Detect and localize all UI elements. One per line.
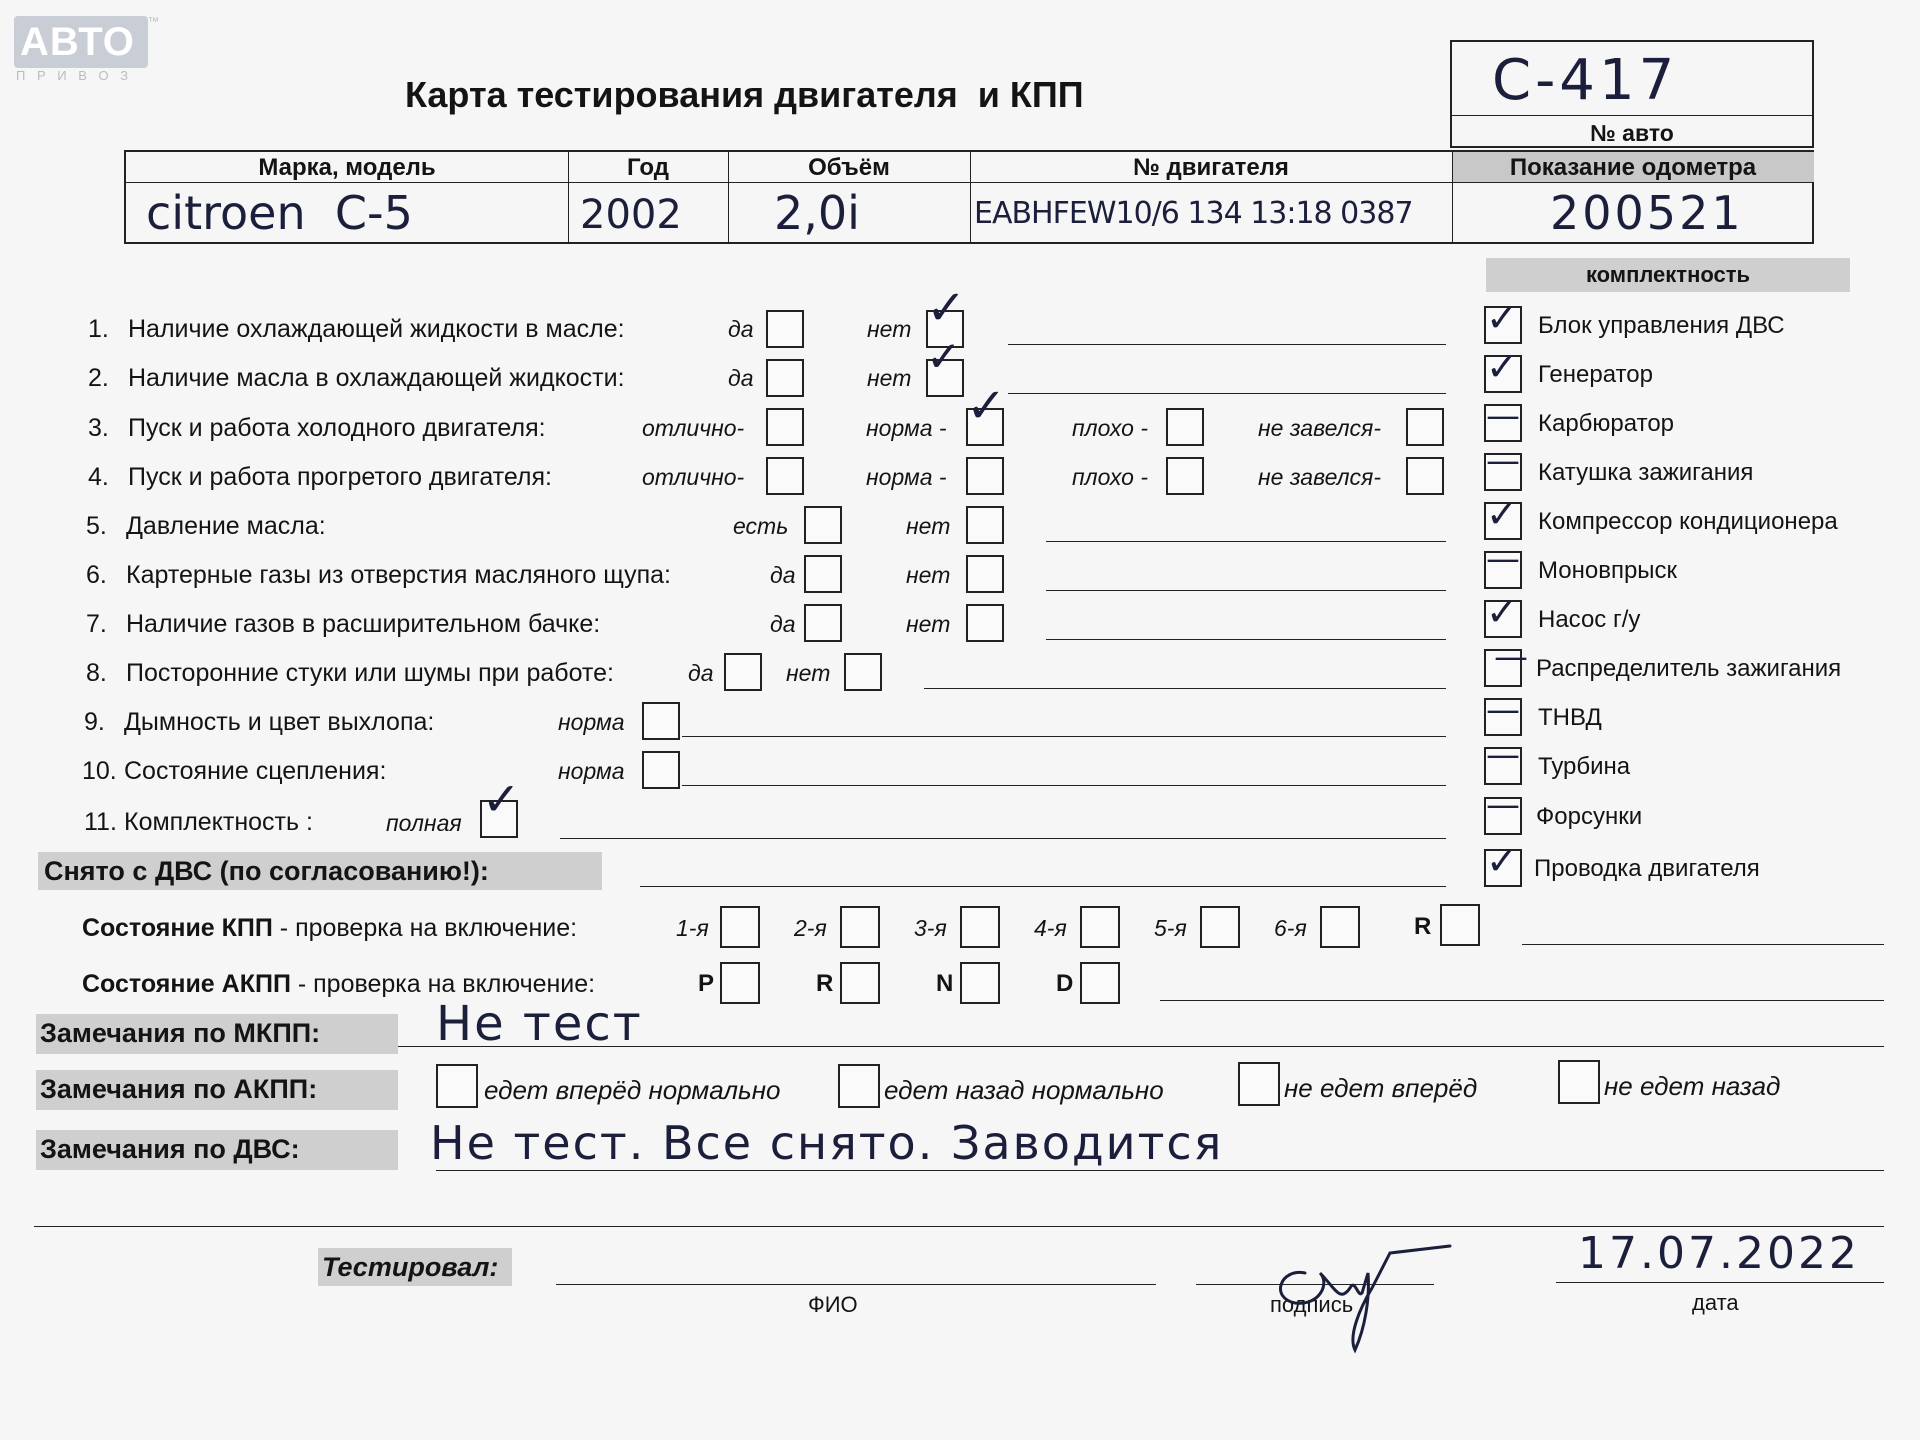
option-label: нет <box>906 513 951 539</box>
completeness-label: Компрессор кондиционера <box>1538 508 1838 535</box>
gear-label: 5-я <box>1154 915 1187 941</box>
completeness-label: Насос г/у <box>1538 606 1641 633</box>
checkbox-gear-3[interactable] <box>960 906 1000 948</box>
option-label: нет <box>906 562 951 588</box>
completeness-mark: — <box>1486 441 1520 481</box>
completeness-label: Распределитель зажигания <box>1536 655 1842 682</box>
answer-line <box>682 736 1446 737</box>
gear-label: 1-я <box>676 915 709 941</box>
completeness-label: Моновпрыск <box>1538 557 1678 584</box>
answer-line <box>640 886 1446 887</box>
column-header-model: Марка, модель <box>258 154 436 181</box>
akpp-option-label: едет вперёд нормально <box>484 1075 781 1105</box>
check-mark: ✓ <box>926 332 962 381</box>
option-label: да <box>728 316 754 342</box>
checkbox-gear-6[interactable] <box>1320 906 1360 948</box>
checkbox-q7-no[interactable] <box>966 604 1004 642</box>
dvs-notes-value: Не тест. Все снято. Заводится <box>430 1116 1224 1170</box>
dvs-notes-label: Замечания по ДВС: <box>40 1134 300 1164</box>
option-label: плохо - <box>1072 464 1148 490</box>
question-text: Состояние сцепления: <box>124 757 387 785</box>
question-number: 2. <box>88 364 109 392</box>
answer-line <box>1522 944 1884 945</box>
gear-label: 6-я <box>1274 915 1307 941</box>
gear-label: R <box>1414 913 1432 940</box>
question-number: 1. <box>88 315 109 343</box>
checkbox-akpp-no-forward[interactable] <box>1238 1062 1280 1106</box>
akpp-gear-label: D <box>1056 970 1074 997</box>
year-value: 2002 <box>580 192 682 238</box>
checkbox-akpp-r[interactable] <box>840 962 880 1004</box>
question-number: 9. <box>84 708 105 736</box>
completeness-mark: — <box>1486 539 1520 579</box>
checkbox-q9-normal[interactable] <box>642 702 680 740</box>
checkbox-akpp-d[interactable] <box>1080 962 1120 1004</box>
option-label: нет <box>867 365 912 391</box>
akpp-label: Состояние АКПП - проверка на включение: <box>82 970 596 998</box>
auto-number-label: № авто <box>1590 120 1674 146</box>
date-line <box>1556 1282 1884 1283</box>
question-number: 10. <box>82 757 117 785</box>
checkbox-q5-yes[interactable] <box>804 506 842 544</box>
gear-label: 3-я <box>914 915 947 941</box>
checkbox-q8-yes[interactable] <box>724 653 762 691</box>
question-text: Наличие масла в охлаждающей жидкости: <box>128 364 625 392</box>
checkbox-akpp-n[interactable] <box>960 962 1000 1004</box>
volume-value: 2,0i <box>774 186 860 240</box>
checkbox-akpp-reverse-ok[interactable] <box>838 1064 880 1108</box>
option-label: нет <box>867 316 912 342</box>
option-label: нет <box>906 611 951 637</box>
question-number: 6. <box>86 561 107 589</box>
question-number: 4. <box>88 463 109 491</box>
completeness-title: комплектность <box>1585 262 1751 287</box>
checkbox-q7-yes[interactable] <box>804 604 842 642</box>
question-text: Наличие газов в расширительном бачке: <box>126 610 601 638</box>
column-header-year: Год <box>627 154 669 181</box>
page-title: Карта тестирования двигателя и КПП <box>405 74 1084 115</box>
answer-line <box>1008 344 1446 345</box>
checkbox-q6-yes[interactable] <box>804 555 842 593</box>
answer-line <box>1046 590 1446 591</box>
question-text: Дымность и цвет выхлопа: <box>124 708 435 736</box>
header-table <box>124 150 1814 244</box>
completeness-label: Блок управления ДВС <box>1538 312 1785 339</box>
checkbox-gear-r[interactable] <box>1440 904 1480 946</box>
akpp-option-label: едет назад нормально <box>884 1075 1164 1105</box>
checkbox-q3-no-start[interactable] <box>1406 408 1444 446</box>
mkpp-notes-value: Не тест <box>436 996 643 1052</box>
akpp-gear-label: P <box>698 970 715 997</box>
completeness-mark: ✓ <box>1486 590 1518 634</box>
completeness-mark: — <box>1486 785 1520 825</box>
logo-sub: П Р И В О З <box>16 68 133 83</box>
date-label: дата <box>1692 1290 1739 1315</box>
auto-number-value: C-417 <box>1492 48 1679 113</box>
akpp-notes-label: Замечания по АКПП: <box>40 1074 318 1104</box>
answer-line <box>1160 1000 1884 1001</box>
completeness-mark: — <box>1494 637 1528 677</box>
gear-label: 2-я <box>794 915 827 941</box>
option-label: нет <box>786 660 831 686</box>
checkbox-q6-no[interactable] <box>966 555 1004 593</box>
completeness-mark: ✓ <box>1486 296 1518 340</box>
model-value: citroen C-5 <box>146 186 413 240</box>
checkbox-akpp-p[interactable] <box>720 962 760 1004</box>
completeness-label: Форсунки <box>1536 803 1643 830</box>
answer-line <box>1046 541 1446 542</box>
checkbox-q10-normal[interactable] <box>642 751 680 789</box>
completeness-mark: — <box>1486 690 1520 730</box>
tested-label: Тестировал: <box>322 1252 499 1282</box>
answer-line <box>560 838 1446 839</box>
option-label: отлично- <box>642 464 745 490</box>
notes-line <box>398 1046 1884 1047</box>
completeness-label: Генератор <box>1538 361 1653 388</box>
checkbox-q8-no[interactable] <box>844 653 882 691</box>
completeness-label: Турбина <box>1538 753 1631 780</box>
option-label: да <box>728 365 754 391</box>
checkbox-q4-no-start[interactable] <box>1406 457 1444 495</box>
question-text: Давление масла: <box>126 512 326 540</box>
akpp-option-label: не едет назад <box>1604 1071 1781 1101</box>
column-header-volume: Объём <box>808 154 890 181</box>
checkbox-q3-excellent[interactable] <box>766 408 804 446</box>
question-number: 7. <box>86 610 107 638</box>
option-label: не завелся- <box>1258 415 1382 441</box>
option-label: норма - <box>866 464 947 490</box>
checkbox-q4-bad[interactable] <box>1166 457 1204 495</box>
option-label: есть <box>733 513 789 539</box>
option-label: да <box>770 562 796 588</box>
checkbox-q4-excellent[interactable] <box>766 457 804 495</box>
check-mark: ✓ <box>926 280 967 336</box>
engine-number-value: EABHFEW10/6 134 13:18 0387 <box>974 196 1413 231</box>
option-label: плохо - <box>1072 415 1148 441</box>
completeness-mark: ✓ <box>1486 492 1518 536</box>
checkbox-q1-yes[interactable] <box>766 310 804 348</box>
checkbox-gear-5[interactable] <box>1200 906 1240 948</box>
answer-line <box>1008 393 1446 394</box>
checkbox-q2-yes[interactable] <box>766 359 804 397</box>
question-text: Пуск и работа прогретого двигателя: <box>128 463 552 491</box>
option-label: не завелся- <box>1258 464 1382 490</box>
logo-main: АВТО <box>20 20 135 64</box>
fio-line <box>556 1284 1156 1285</box>
gear-label: 4-я <box>1034 915 1067 941</box>
divider-line <box>34 1226 1884 1227</box>
logo-tm: ™ <box>148 16 159 28</box>
completeness-mark: ✓ <box>1486 839 1518 883</box>
completeness-mark: — <box>1486 396 1520 436</box>
completeness-label: Катушка зажигания <box>1538 459 1754 486</box>
checkbox-q3-bad[interactable] <box>1166 408 1204 446</box>
question-text: Картерные газы из отверстия масляного щупа: <box>126 561 671 589</box>
completeness-label: ТНВД <box>1538 704 1602 731</box>
checkbox-gear-4[interactable] <box>1080 906 1120 948</box>
question-text: Посторонние стуки или шумы при работе: <box>126 659 614 687</box>
option-label: норма - <box>866 415 947 441</box>
question-text: Комплектность : <box>124 808 313 836</box>
answer-line <box>1046 639 1446 640</box>
question-number: 8. <box>86 659 107 687</box>
checkbox-q5-no[interactable] <box>966 506 1004 544</box>
checkbox-gear-2[interactable] <box>840 906 880 948</box>
mkpp-notes-label: Замечания по МКПП: <box>40 1018 321 1048</box>
column-header-engine-number: № двигателя <box>1133 154 1289 181</box>
option-label: да <box>770 611 796 637</box>
check-mark: ✓ <box>482 772 521 826</box>
checkbox-q4-normal[interactable] <box>966 457 1004 495</box>
completeness-mark: — <box>1486 735 1520 775</box>
option-label: норма <box>558 758 625 784</box>
checkbox-akpp-no-reverse[interactable] <box>1558 1060 1600 1104</box>
completeness-mark: ✓ <box>1486 345 1518 389</box>
completeness-label: Карбюратор <box>1538 410 1675 437</box>
logo <box>14 16 159 68</box>
check-mark: ✓ <box>966 378 1007 434</box>
kpp-label: Состояние КПП - проверка на включение: <box>82 914 578 942</box>
date-value: 17.07.2022 <box>1578 1228 1860 1279</box>
option-label: полная <box>386 810 462 836</box>
option-label: да <box>688 660 714 686</box>
question-text: Наличие охлаждающей жидкости в масле: <box>128 315 625 343</box>
akpp-option-label: не едет вперёд <box>1284 1073 1478 1103</box>
removed-label: Снято с ДВС (по согласованию!): <box>44 856 489 886</box>
column-header-odometer: Показание одометра <box>1509 154 1757 181</box>
auto-number-box <box>1450 40 1814 148</box>
checkbox-akpp-forward-ok[interactable] <box>436 1064 478 1108</box>
answer-line <box>924 688 1446 689</box>
option-label: норма <box>558 709 625 735</box>
question-number: 3. <box>88 414 109 442</box>
option-label: отлично- <box>642 415 745 441</box>
question-number: 5. <box>86 512 107 540</box>
signature-label: подпись <box>1270 1292 1354 1317</box>
checkbox-gear-1[interactable] <box>720 906 760 948</box>
signature-image <box>1250 1228 1470 1358</box>
fio-label: ФИО <box>808 1292 858 1317</box>
answer-line <box>682 785 1446 786</box>
question-number: 11. <box>84 808 117 836</box>
odometer-value: 200521 <box>1550 186 1744 240</box>
completeness-label: Проводка двигателя <box>1534 855 1760 882</box>
notes-line <box>436 1170 1884 1171</box>
akpp-gear-label: N <box>936 970 954 997</box>
question-text: Пуск и работа холодного двигателя: <box>128 414 546 442</box>
akpp-gear-label: R <box>816 970 834 997</box>
